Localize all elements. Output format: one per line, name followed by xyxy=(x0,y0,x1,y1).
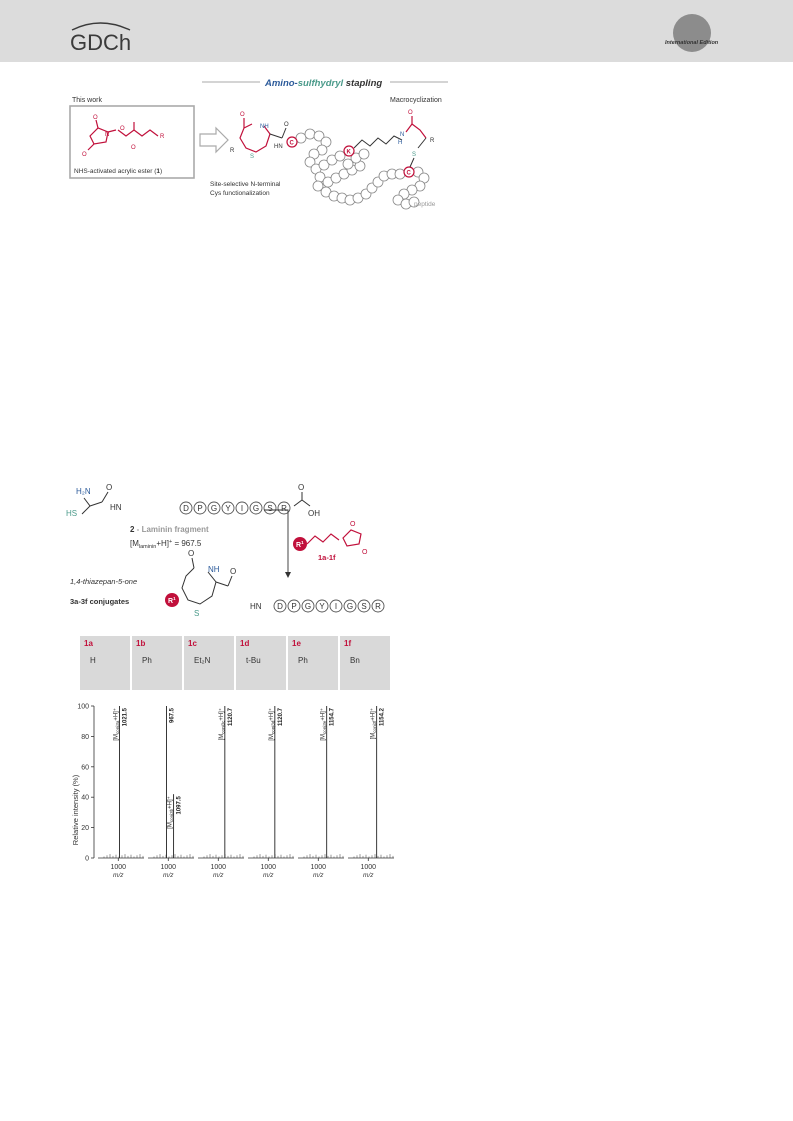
product-hn: HN xyxy=(250,602,262,611)
r1-cell-1d xyxy=(236,636,286,690)
x-axis-label: m/z xyxy=(213,872,224,879)
peak-annotation: $[M_{conj3a}+H]^+$ xyxy=(113,708,120,741)
residue-letter: G xyxy=(210,504,218,513)
chart-ylabel: Relative intensity (%) xyxy=(71,774,80,846)
r1-table xyxy=(80,636,390,694)
sequence-bottom xyxy=(250,600,384,612)
r1-cell-group: Bn xyxy=(350,656,360,665)
r1-cell-1b xyxy=(132,636,182,690)
residue-c-internal-label: C xyxy=(406,170,411,177)
x-tick-label: 1000 xyxy=(360,864,377,871)
x-axis-label: m/z xyxy=(113,872,124,879)
residue-letter: G xyxy=(346,602,354,611)
r1-cell-1a xyxy=(80,636,130,690)
edition-circle xyxy=(673,14,711,52)
amide-o: O xyxy=(284,122,289,128)
y-tick-label: 0 xyxy=(85,855,89,863)
amide-hn: HN xyxy=(274,144,283,150)
title-sulfhydryl: sulfhydryl xyxy=(297,78,344,89)
peak-label: 1154.7 xyxy=(329,708,336,727)
ring-s: S xyxy=(250,154,255,160)
linker-o: O xyxy=(408,110,413,116)
hollow-arrow xyxy=(200,128,228,152)
r1-cell-1f xyxy=(340,636,390,690)
residue-letter: D xyxy=(277,602,283,611)
gdch-logo xyxy=(68,20,132,54)
scheme-h2n: H₂N xyxy=(76,487,91,496)
this-work-label: This work xyxy=(72,97,102,104)
r1-cell-group: t-Bu xyxy=(246,656,261,665)
x-axis-label: m/z xyxy=(313,872,324,879)
residue-letter: S xyxy=(361,602,367,611)
product-s: S xyxy=(194,609,200,618)
toc-figure xyxy=(60,70,460,215)
nhs-ring xyxy=(88,120,116,150)
residue-letter: P xyxy=(197,504,203,513)
scheme-hn-cys: HN xyxy=(110,503,122,512)
ring-name: 1,4-thiazepan-5-one xyxy=(70,577,138,586)
y-tick-label: 60 xyxy=(81,764,89,772)
ring-r: R xyxy=(230,148,235,154)
gdch-logo-arc xyxy=(68,20,138,54)
scheme-hs: HS xyxy=(66,509,78,518)
r1-cell-id: 1c xyxy=(188,639,197,648)
linker-acyl xyxy=(406,124,426,138)
r1-text-product: $R^1$ xyxy=(168,596,176,605)
peptide-label: peptide xyxy=(414,201,436,208)
y-tick-label: 80 xyxy=(81,733,89,741)
peptide-bead xyxy=(335,151,345,161)
reagent-caption: NHS-activated acrylic ester (1) xyxy=(74,168,163,175)
peptide-bead xyxy=(305,129,315,139)
y-tick-label: 20 xyxy=(81,825,89,833)
x-tick-label: 1000 xyxy=(160,864,177,871)
peptide-bead xyxy=(359,149,369,159)
linker-r: R xyxy=(430,138,435,144)
ester-o: O xyxy=(120,126,125,132)
r1-cell-group: Et₂N xyxy=(194,656,211,665)
residue-k-label: K xyxy=(346,149,351,156)
logo-text: GDCh xyxy=(70,30,132,54)
linker-n: N xyxy=(400,132,405,138)
left-caption-1: Site-selective N-terminal xyxy=(210,181,281,188)
peak-label: 1154.2 xyxy=(379,708,386,727)
r1-cell-id: 1b xyxy=(136,639,146,648)
residue-letter: D xyxy=(183,504,189,513)
conjugates-label: 3a-3f conjugates xyxy=(70,597,130,606)
left-caption-2: Cys functionalization xyxy=(210,190,270,197)
r1-cell-1e xyxy=(288,636,338,690)
residue-letter: S xyxy=(267,504,273,513)
residue-letter: I xyxy=(240,504,244,513)
peak-label: 1120.7 xyxy=(227,708,234,727)
compound-label: 2 - Laminin fragment xyxy=(130,525,209,534)
lysine-linker xyxy=(354,136,402,148)
peak-annotation: $[M_{conj3e}+H]^+$ xyxy=(320,708,328,741)
peak-annotation: $[M_{conj3c}+H]^+$ xyxy=(218,708,226,741)
linker-h: H xyxy=(398,140,403,146)
residue-letter: Y xyxy=(225,504,231,513)
product-o: O xyxy=(188,549,195,558)
residue-letter: R xyxy=(375,602,381,611)
svg-text:Amino-sulfhydryl stapling xyxy=(264,78,382,89)
x-tick-label: 1000 xyxy=(310,864,327,871)
scheme-o-cys: O xyxy=(106,483,113,492)
title-stapling: stapling xyxy=(343,78,383,89)
residue-letter: I xyxy=(334,602,338,611)
x-axis-label: m/z xyxy=(263,872,274,879)
macrocyclization-label: Macrocyclization xyxy=(390,97,442,104)
mass-line: $[M_{laminin}+H]^+ = 967.5$ xyxy=(130,539,202,550)
residue-letter: P xyxy=(291,602,297,611)
reagent-label: 1a-1f xyxy=(318,553,336,562)
r1-cell-1c xyxy=(184,636,234,690)
title-amino: Amino- xyxy=(265,78,298,89)
peptide-bead xyxy=(343,159,353,169)
residue-letter: G xyxy=(304,602,312,611)
r1-cell-id: 1d xyxy=(240,639,250,648)
y-tick-label: 100 xyxy=(77,703,89,711)
scheme-o-cterm: O xyxy=(298,483,305,492)
product-nh: NH xyxy=(208,565,220,574)
x-tick-label: 1000 xyxy=(210,864,227,871)
carbonyl-o: O xyxy=(131,145,136,151)
nhs-o-bottom: O xyxy=(82,152,87,158)
international-edition-badge xyxy=(665,18,731,56)
reagent-o-bottom: O xyxy=(362,549,368,556)
ring-nh: NH xyxy=(260,124,269,130)
ms-chart xyxy=(64,700,394,885)
product-amide-o: O xyxy=(230,567,237,576)
residue-letter: R xyxy=(281,504,287,513)
scheme-oh-top: OH xyxy=(308,509,320,518)
peak-annotation: $[M_{conj3b}+H]^+$ xyxy=(167,796,175,829)
peak-label: 967.5 xyxy=(169,708,176,724)
r1-cell-id: 1f xyxy=(344,639,352,648)
peak-label: 1097.5 xyxy=(176,796,183,815)
x-axis-label: m/z xyxy=(163,872,174,879)
sequence-top xyxy=(180,502,290,514)
linker-s: S xyxy=(412,152,417,158)
residue-c-label: C xyxy=(289,140,294,147)
reaction-scheme xyxy=(62,472,402,632)
peak-annotation: $[M_{conj3f}+H]^+$ xyxy=(370,708,378,740)
acrylate-r: R xyxy=(160,134,165,140)
r1-cell-group: Ph xyxy=(298,656,308,665)
residue-letter: G xyxy=(252,504,260,513)
peptide-bead xyxy=(395,169,405,179)
edition-label: International Edition xyxy=(665,40,719,46)
r1-cell-group: Ph xyxy=(142,656,152,665)
peak-annotation: $[M_{conj3d}+H]^+$ xyxy=(268,708,276,741)
r1-cell-group: H xyxy=(90,656,96,665)
reaction-arrow xyxy=(264,510,288,576)
reagent-o-top: O xyxy=(350,521,356,528)
x-axis-label: m/z xyxy=(363,872,374,879)
r1-cell-id: 1e xyxy=(292,639,301,648)
r1-cell-id: 1a xyxy=(84,639,93,648)
x-tick-label: 1000 xyxy=(260,864,277,871)
y-tick-label: 40 xyxy=(81,794,89,802)
x-tick-label: 1000 xyxy=(110,864,127,871)
peak-label: 1120.7 xyxy=(277,708,284,727)
nhs-o-top: O xyxy=(93,115,98,121)
page-header xyxy=(0,0,793,62)
peak-label: 1021.5 xyxy=(122,708,129,727)
r1-text-reagent: $R^1$ xyxy=(296,540,304,549)
nhs-n: N xyxy=(105,132,110,138)
ring-o: O xyxy=(240,112,245,118)
residue-letter: Y xyxy=(319,602,325,611)
